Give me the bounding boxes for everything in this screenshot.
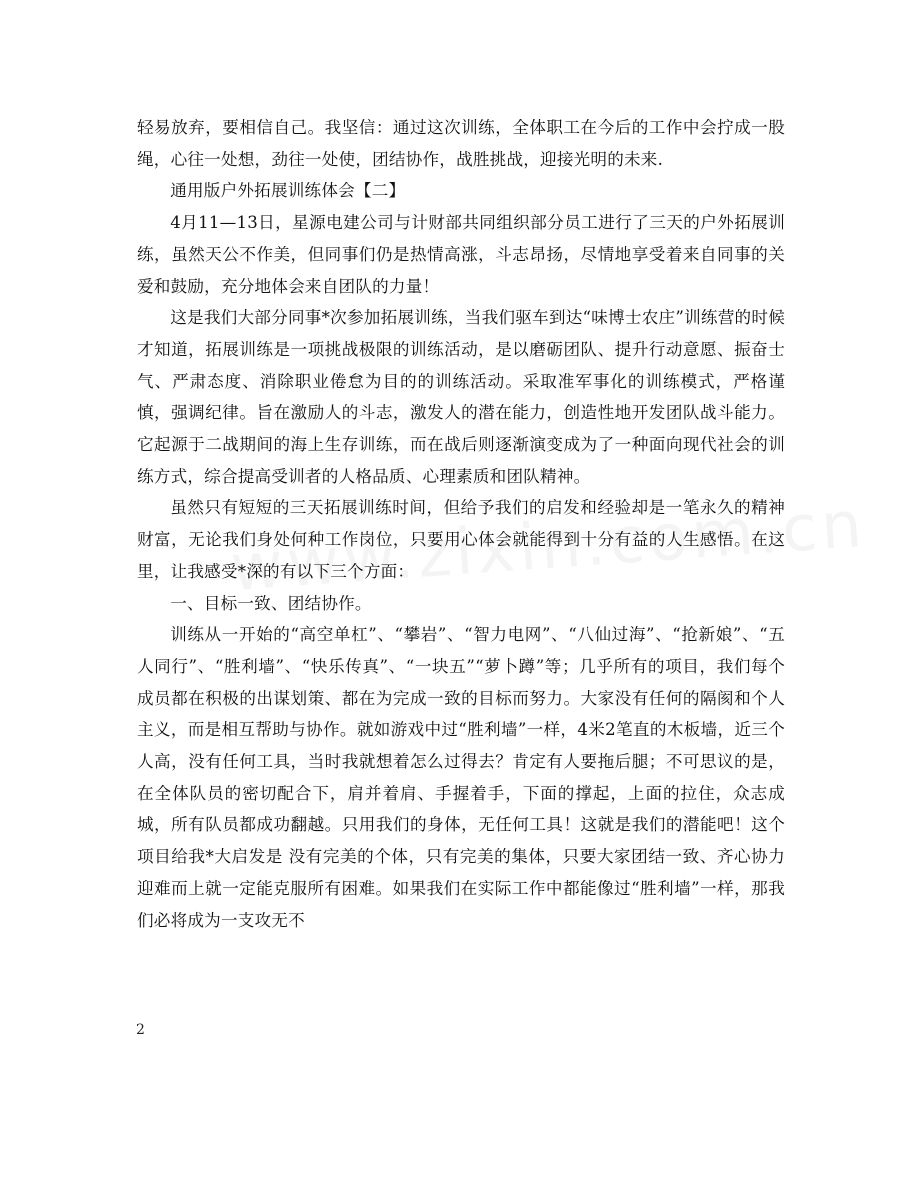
- page-number: 2: [136, 1022, 145, 1038]
- paragraph-reflection: 虽然只有短短的三天拓展训练时间，但给予我们的启发和经验却是一笔永久的精神财富，无论我们身处何种工作岗位，只要用心体会就能得到十分有益的人生感悟。在这里，让我感受*深的有以下三个方面：: [137, 498, 785, 581]
- section-heading: 通用版户外拓展训练体会【二】: [170, 181, 406, 201]
- document-body: [137, 112, 785, 936]
- subheading-point-one: 一、目标一致、团结协作。: [170, 593, 372, 613]
- paragraph-point-one: 训练从一开始的“高空单杠”、“攀岩”、“智力电网”、“八仙过海”、“抢新娘”、“五人同行”、“胜利墙”、“快乐传真”、“一块五”“萝卜蹲”等；几乎所有的项目，我们每个成员都在积极的出谋划策、都在为完成一致的目标而努力。大家没有任何的隔阂和个人主义，而是相互帮助与协作。就如游戏中过“胜利墙”一样，4米2笔直的木板墙，近三个人高，没有任何工具，当时我就想着怎么过得去？肯定有人要拖后腿；不可思议的是，在全体队员的密切配合下，肩并着肩、手握着手，下面的撑起，上面的拉住，众志成城，所有队员都成功翻越。只用我们的身体，无任何工具！这就是我们的潜能吧！这个项目给我*大启发是 没有完美的个体，只有完美的集体，只要大家团结一致、齐心协力迎难而上就一定能克服所有困难。如果我们在实际工作中都能像过“胜利墙”一样，那我们必将成为一支攻无不: [137, 625, 785, 930]
- paragraph-intro: 4月11—13日，星源电建公司与计财部共同组织部分员工进行了三天的户外拓展训练，虽然天公不作美，但同事们仍是热情高涨，斗志昂扬，尽情地享受着来自同事的关爱和鼓励，充分地体会来自团队的力量！: [137, 213, 785, 296]
- paragraph-continued: 轻易放弃，要相信自己。我坚信：通过这次训练，全体职工在今后的工作中会拧成一股绳，心往一处想，劲往一处使，团结协作，战胜挑战，迎接光明的未来.: [137, 118, 785, 169]
- paragraph-background: 这是我们大部分同事*次参加拓展训练，当我们驱车到达“味博士农庄”训练营的时候才知道，拓展训练是一项挑战极限的训练活动，是以磨砺团队、提升行动意愿、振奋士气、严肃态度、消除职业倦怠为目的的训练活动。采取准军事化的训练模式，严格谨慎，强调纪律。旨在激励人的斗志，激发人的潜在能力，创造性地开发团队战斗能力。它起源于二战期间的海上生存训练，而在战后则逐渐演变成为了一种面向现代社会的训练方式，综合提高受训者的人格品质、心理素质和团队精神。: [137, 308, 785, 486]
